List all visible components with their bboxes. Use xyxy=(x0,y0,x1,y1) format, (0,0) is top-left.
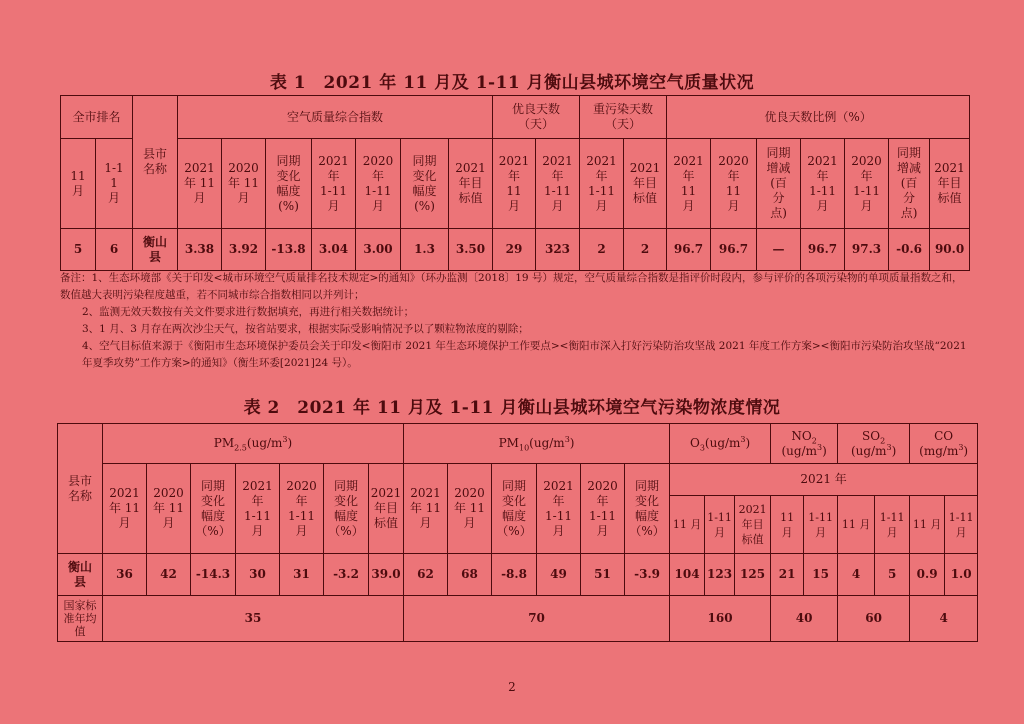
table1-subheader: 2021 年 11 月 xyxy=(178,139,222,229)
co-header: CO $(mg/m^3)$ xyxy=(910,424,978,464)
table1-subheader: 2020 年 1-11 月 xyxy=(356,139,401,229)
std-o3: 160 xyxy=(670,596,771,642)
table2-value: 125 xyxy=(735,554,771,596)
table2-value: 30 xyxy=(236,554,280,596)
table2-pm-subheader: 2021 年 1-11 月 xyxy=(537,464,581,554)
table1-value: 3.04 xyxy=(312,229,356,271)
rank-nov: 5 xyxy=(61,229,96,271)
note-3: 3、1 月、3 月存在两次沙尘天气，按省站要求，根据实际受影响情况予以了颗粒物浓度的剔除； xyxy=(82,323,529,335)
table1 xyxy=(60,95,970,271)
table2-gas-subheader: 11 月 xyxy=(838,496,875,554)
county-name: 衡山 县 xyxy=(133,229,178,271)
so2-header: $SO_2$ $(ug/m^3)$ xyxy=(838,424,910,464)
rank-header: 全市排名 xyxy=(61,96,133,139)
good-days-header: 优良天数 （天） xyxy=(493,96,580,139)
page-number: 2 xyxy=(508,680,516,694)
table2-gas-subheader: 1-11 月 xyxy=(705,496,735,554)
table2-pm-subheader: 2021 年目 标值 xyxy=(369,464,404,554)
table2-gas-subheader: 1-11 月 xyxy=(945,496,978,554)
table2-title: 表 2 2021 年 11 月及 1-11 月衡山县城环境空气污染物浓度情况 xyxy=(243,398,781,418)
table1-subheader: 同期 变化 幅度 (%) xyxy=(401,139,449,229)
table2-pm-subheader: 同期 变化 幅度 （%） xyxy=(191,464,236,554)
table2-gas-subheader: 11 月 xyxy=(670,496,705,554)
std-pm10: 70 xyxy=(404,596,670,642)
table2-value: -8.8 xyxy=(492,554,537,596)
table2-value: 31 xyxy=(280,554,324,596)
std-no2: 40 xyxy=(771,596,838,642)
table1-subheader: 2021 年 11 月 xyxy=(493,139,536,229)
std-so2: 60 xyxy=(838,596,910,642)
note-4: 4、空气目标值来源于《衡阳市生态环境保护委员会关于印发<衡阳市 2021 年生态环境保护工作要点><衡阳市深入打好污染防治攻坚战 2021 年度工作方案><衡阳市污染防治攻坚战“2021 年夏季攻势”工作方案>的通知》（衡生环委[2021]24 号）。 xyxy=(82,340,967,369)
table2-gas-subheader: 1-11 月 xyxy=(875,496,910,554)
table2-value: 104 xyxy=(670,554,705,596)
table2-pm-subheader: 2021 年 11 月 xyxy=(404,464,448,554)
table2 xyxy=(57,423,978,642)
table1-value: 96.7 xyxy=(711,229,757,271)
table1-value: -13.8 xyxy=(266,229,312,271)
note-1: 备注：1、生态环境部《关于印发<城市环境空气质量排名技术规定>的通知》（环办监测〔2018〕19 号）规定，空气质量综合指数是指评价时段内，参与评价的各项污染物的单项质量指数之和，数值越大表明污染程度越重，若不同城市综合指数相同以并列计； xyxy=(60,272,963,301)
table2-gas-subheader: 1-11 月 xyxy=(804,496,838,554)
table1-subheader: 同期 增减 (百 分 点) xyxy=(889,139,930,229)
table2-value: -3.9 xyxy=(625,554,670,596)
table1-value: 1.3 xyxy=(401,229,449,271)
table2-value: 1.0 xyxy=(945,554,978,596)
notes xyxy=(60,270,972,372)
table1-value: 97.3 xyxy=(845,229,889,271)
table1-subheader: 2021 年 1-11 月 xyxy=(580,139,624,229)
table1-subheader: 2020 年 11 月 xyxy=(222,139,266,229)
table1-value: 3.50 xyxy=(449,229,493,271)
table1-subheader: 1-1 1 月 xyxy=(96,139,133,229)
table2-pm-subheader: 2021 年 1-11 月 xyxy=(236,464,280,554)
std-pm25: 35 xyxy=(103,596,404,642)
year-2021-header: 2021 年 xyxy=(670,464,978,496)
table2-value: 39.0 xyxy=(369,554,404,596)
good-ratio-header: 优良天数比例（%） xyxy=(667,96,970,139)
table2-gas-subheader: 2021 年目 标值 xyxy=(735,496,771,554)
table2-value: 51 xyxy=(581,554,625,596)
table2-value: 49 xyxy=(537,554,581,596)
table2-pm-subheader: 2020 年 1-11 月 xyxy=(581,464,625,554)
table2-value: 42 xyxy=(147,554,191,596)
table1-title: 表 1 2021 年 11 月及 1-11 月衡山县城环境空气质量状况 xyxy=(269,73,755,93)
table1-subheader: 2021 年目 标值 xyxy=(624,139,667,229)
county-header: 县市 名称 xyxy=(133,96,178,229)
county-header: 县市 名称 xyxy=(58,424,103,554)
table2-value: 62 xyxy=(404,554,448,596)
table1-subheader: 同期 变化 幅度 (%) xyxy=(266,139,312,229)
table1-subheader: 2021 年 1-11 月 xyxy=(801,139,845,229)
table2-value: -3.2 xyxy=(324,554,369,596)
heavy-days-header: 重污染天数 （天） xyxy=(580,96,667,139)
table1-value: 3.00 xyxy=(356,229,401,271)
table2-pm-subheader: 2020 年 11 月 xyxy=(147,464,191,554)
table2-value: 15 xyxy=(804,554,838,596)
table2-pm-subheader: 同期 变化 幅度 （%） xyxy=(625,464,670,554)
aqi-header: 空气质量综合指数 xyxy=(178,96,493,139)
table1-value: — xyxy=(757,229,801,271)
pm10-header: $PM_{10}(ug/m^3)$ xyxy=(404,424,670,464)
table2-pm-subheader: 2020 年 1-11 月 xyxy=(280,464,324,554)
table1-value: 90.0 xyxy=(930,229,970,271)
county-name: 衡山 县 xyxy=(58,554,103,596)
table1-subheader: 2021 年 11 月 xyxy=(667,139,711,229)
table2-value: 68 xyxy=(448,554,492,596)
table2-value: -14.3 xyxy=(191,554,236,596)
table1-value: 96.7 xyxy=(801,229,845,271)
table1-subheader: 同期 增减 (百 分 点) xyxy=(757,139,801,229)
table1-subheader: 2021 年目 标值 xyxy=(930,139,970,229)
table2-gas-subheader: 11 月 xyxy=(771,496,804,554)
std-co: 4 xyxy=(910,596,978,642)
table1-value: -0.6 xyxy=(889,229,930,271)
table1-subheader: 2021 年目 标值 xyxy=(449,139,493,229)
table2-value: 36 xyxy=(103,554,147,596)
o3-header: $O_3(ug/m^3)$ xyxy=(670,424,771,464)
table1-value: 323 xyxy=(536,229,580,271)
table2-pm-subheader: 同期 变化 幅度 （%） xyxy=(492,464,537,554)
table2-pm-subheader: 同期 变化 幅度 （%） xyxy=(324,464,369,554)
table2-value: 5 xyxy=(875,554,910,596)
table2-gas-subheader: 11 月 xyxy=(910,496,945,554)
pm25-header: $PM_{2.5}(ug/m^3)$ xyxy=(103,424,404,464)
table1-value: 3.38 xyxy=(178,229,222,271)
national-standard-label: 国家标 准年均 值 xyxy=(58,596,103,642)
table2-value: 0.9 xyxy=(910,554,945,596)
table2-value: 123 xyxy=(705,554,735,596)
table1-subheader: 11 月 xyxy=(61,139,96,229)
table1-subheader: 2021 年 1-11 月 xyxy=(312,139,356,229)
table1-value: 29 xyxy=(493,229,536,271)
table1-value: 96.7 xyxy=(667,229,711,271)
table1-value: 2 xyxy=(580,229,624,271)
table2-pm-subheader: 2020 年 11 月 xyxy=(448,464,492,554)
table2-value: 4 xyxy=(838,554,875,596)
rank-ytd: 6 xyxy=(96,229,133,271)
table2-pm-subheader: 2021 年 11 月 xyxy=(103,464,147,554)
note-2: 2、监测无效天数按有关文件要求进行数据填充，再进行相关数据统计； xyxy=(82,306,415,318)
table1-value: 2 xyxy=(624,229,667,271)
table1-subheader: 2020 年 1-11 月 xyxy=(845,139,889,229)
table1-subheader: 2020 年 11 月 xyxy=(711,139,757,229)
table1-subheader: 2021 年 1-11 月 xyxy=(536,139,580,229)
table1-value: 3.92 xyxy=(222,229,266,271)
no2-header: $NO_2$ $(ug/m^3)$ xyxy=(771,424,838,464)
table2-value: 21 xyxy=(771,554,804,596)
